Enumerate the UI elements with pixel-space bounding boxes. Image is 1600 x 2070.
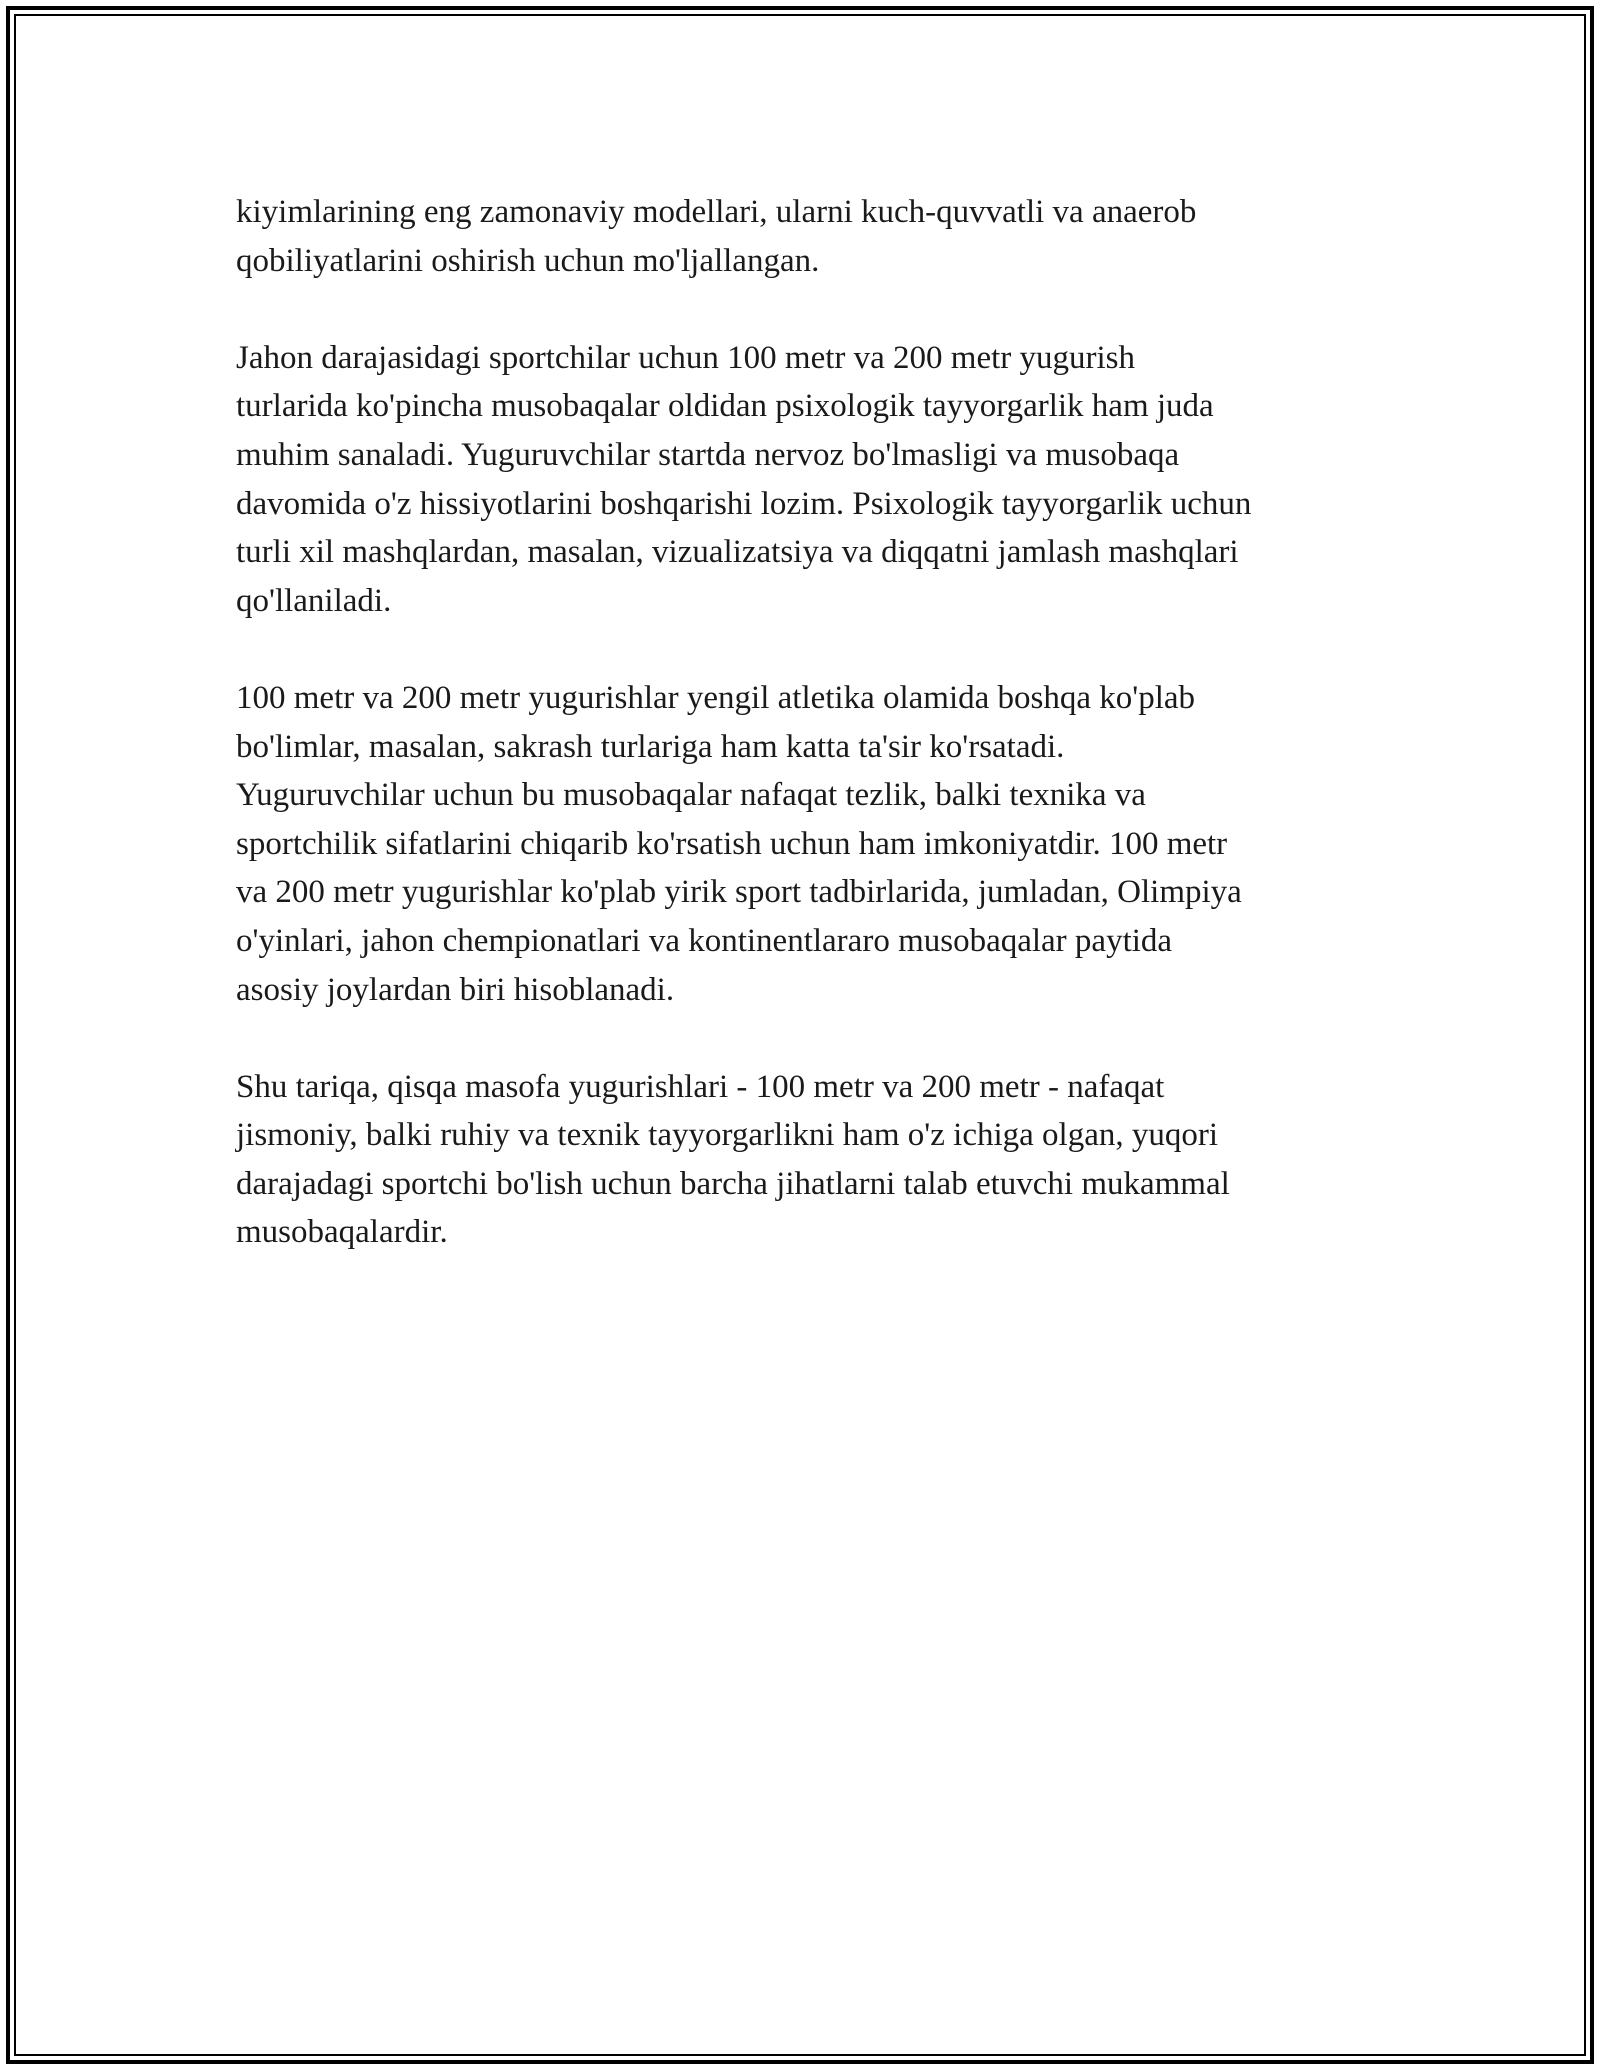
text-line: 100 metr va 200 metr yugurishlar yengil atletika olamida boshqa ko'plab [236,679,1196,716]
text-line: turlarida ko'pincha musobaqalar oldidan psixologik tayyorgarlik ham juda [236,388,1214,425]
text-line: musobaqalardir. [236,1214,448,1251]
text-line: va 200 metr yugurishlar ko'plab yirik sport tadbirlarida, jumladan, Olimpiya [236,874,1242,911]
text-line: qobiliyatlarini oshirish uchun mo'ljallangan. [236,242,820,279]
text-line: turli xil mashqlardan, masalan, vizualizatsiya va diqqatni jamlash mashqlari [236,534,1239,571]
text-line: bo'limlar, masalan, sakrash turlariga ham katta ta'sir ko'rsatadi. [236,728,1065,765]
paragraph-2 [236,334,1386,626]
text-line: asosiy joylardan biri hisoblanadi. [236,971,675,1008]
text-line: Jahon darajasidagi sportchilar uchun 100 metr va 200 metr yugurish [236,339,1136,376]
text-line: darajadagi sportchi bo'lish uchun barcha jihatlarni talab etuvchi mukammal [236,1165,1230,1202]
text-line: qo'llaniladi. [236,582,392,619]
text-line: kiyimlarining eng zamonaviy modellari, ularni kuch-quvvatli va anaerob [236,194,1197,230]
paragraph-3 [236,674,1386,1014]
text-line: muhim sanaladi. Yuguruvchilar startda nervoz bo'lmasligi va musobaqa [236,436,1180,473]
document-body [236,188,1386,1306]
paragraph-1 [236,188,1386,285]
paragraph-4 [236,1063,1386,1257]
text-line: o'yinlari, jahon chempionatlari va kontinentlararo musobaqalar paytida [236,922,1173,959]
text-line: sportchilik sifatlarini chiqarib ko'rsatish uchun ham imkoniyatdir. 100 metr [236,825,1228,862]
text-line: Yuguruvchilar uchun bu musobaqalar nafaqat tezlik, balki texnika va [236,777,1146,814]
text-line: Shu tariqa, qisqa masofa yugurishlari - 100 metr va 200 metr - nafaqat [236,1068,1165,1105]
text-line: davomida o'z hissiyotlarini boshqarishi lozim. Psixologik tayyorgarlik uchun [236,485,1252,522]
text-line: jismoniy, balki ruhiy va texnik tayyorgarlikni ham o'z ichiga olgan, yuqori [236,1117,1219,1154]
